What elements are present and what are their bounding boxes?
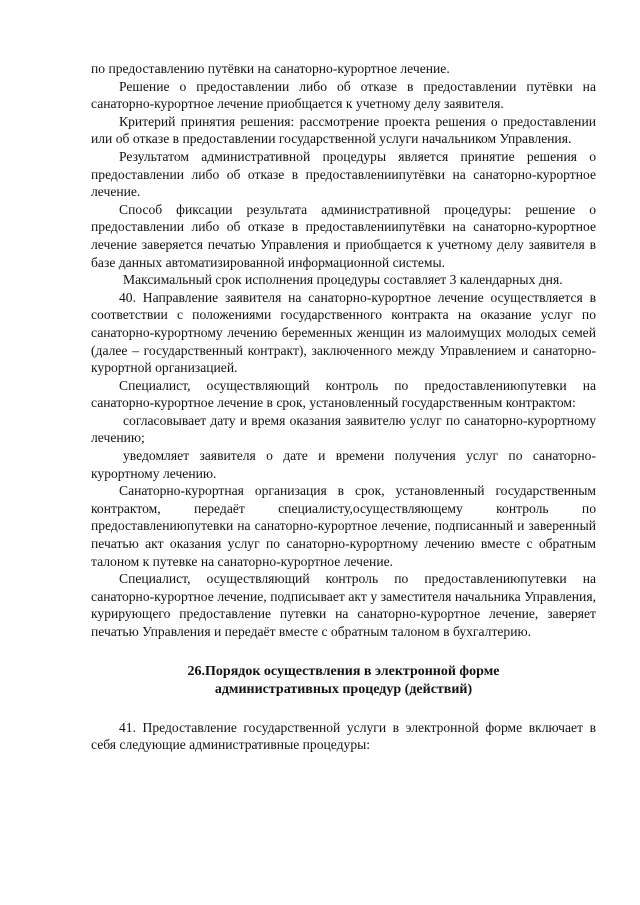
- section-heading-line1: 26.Порядок осуществления в электронной форме: [187, 663, 500, 679]
- paragraph-max-duration: Максимальный срок исполнения процедуры составляет 3 календарных дня.: [123, 272, 563, 288]
- paragraph-decision-criterion: Критерий принятия решения: рассмотрение проекта решения о предоставлении или об отказе в предоставлении государственной услуги начальником Управления.: [91, 113, 596, 147]
- section-heading-line2: административных процедур (действий): [214, 681, 473, 697]
- paragraph-continuation: по предоставлению путёвки на санаторно-курортное лечение.: [91, 61, 450, 76]
- paragraph-decision-attached: Решение о предоставлении либо об отказе в предоставлении путёвки на санаторно-курортное лечение приобщается к учетному делу заявителя.: [91, 78, 596, 112]
- paragraph-result-fixation: Способ фиксации результата административной процедуры: решение о предоставлении либо об отказе в предоставлениипутёвки на санаторно-курортное лечение заверяется печатью Управления и приобщается к учетному делу заявителя в базе данных автоматизированной информационной системы.: [91, 201, 596, 270]
- paragraph-agrees-date: согласовывает дату и время оказания заявителю услуг по санаторно-курортному лечению;: [91, 412, 596, 446]
- document-page: [91, 60, 596, 754]
- paragraph-specialist-signs: Специалист, осуществляющий контроль по предоставлениюпутевки на санаторно-курортное лечение, подписывает акт у заместителя начальника Управления, курирующего предоставление путевки на санаторно-курортное лечение, заверяет печатью Управления и передаёт вместе с обратным талоном в бухгалтерию.: [91, 571, 596, 639]
- paragraph-notifies-applicant: уведомляет заявителя о дате и времени получения услуг по санаторно-курортному лечению.: [91, 448, 596, 481]
- section-heading: [91, 663, 596, 699]
- paragraph-item-40: 40. Направление заявителя на санаторно-курортное лечение осуществляется в соответствии с положениями государственного контракта на оказание услуг по санаторно-курортному лечению беременных женщин из малоимущих молодых семей (далее – государственный контракт), заключенного между Управлением и санаторно-курортной организацией.: [91, 289, 596, 376]
- paragraph-sanatorium-transfer: Санаторно-курортная организация в срок, установленный государственным контрактом, передаёт специалисту,осуществляющему контроль по предоставлениюпутевки на санаторно-курортное лечение, подписанный и заверенный печатью акт оказания услуг по санаторно-курортному лечению вместе с обратным талоном к путевке на санаторно-курортное лечение.: [91, 483, 596, 569]
- paragraph-procedure-result: Результатом административной процедуры является принятие решения о предоставлении либо об отказе в предоставлениипутёвки на санаторно-курортное лечение.: [91, 148, 596, 200]
- paragraph-specialist-duties: Специалист, осуществляющий контроль по предоставлениюпутевки на санаторно-курортное лечение в срок, установленный государственным контрактом:: [91, 377, 596, 411]
- paragraph-item-41: 41. Предоставление государственной услуги в электронной форме включает в себя следующие административные процедуры:: [91, 719, 596, 753]
